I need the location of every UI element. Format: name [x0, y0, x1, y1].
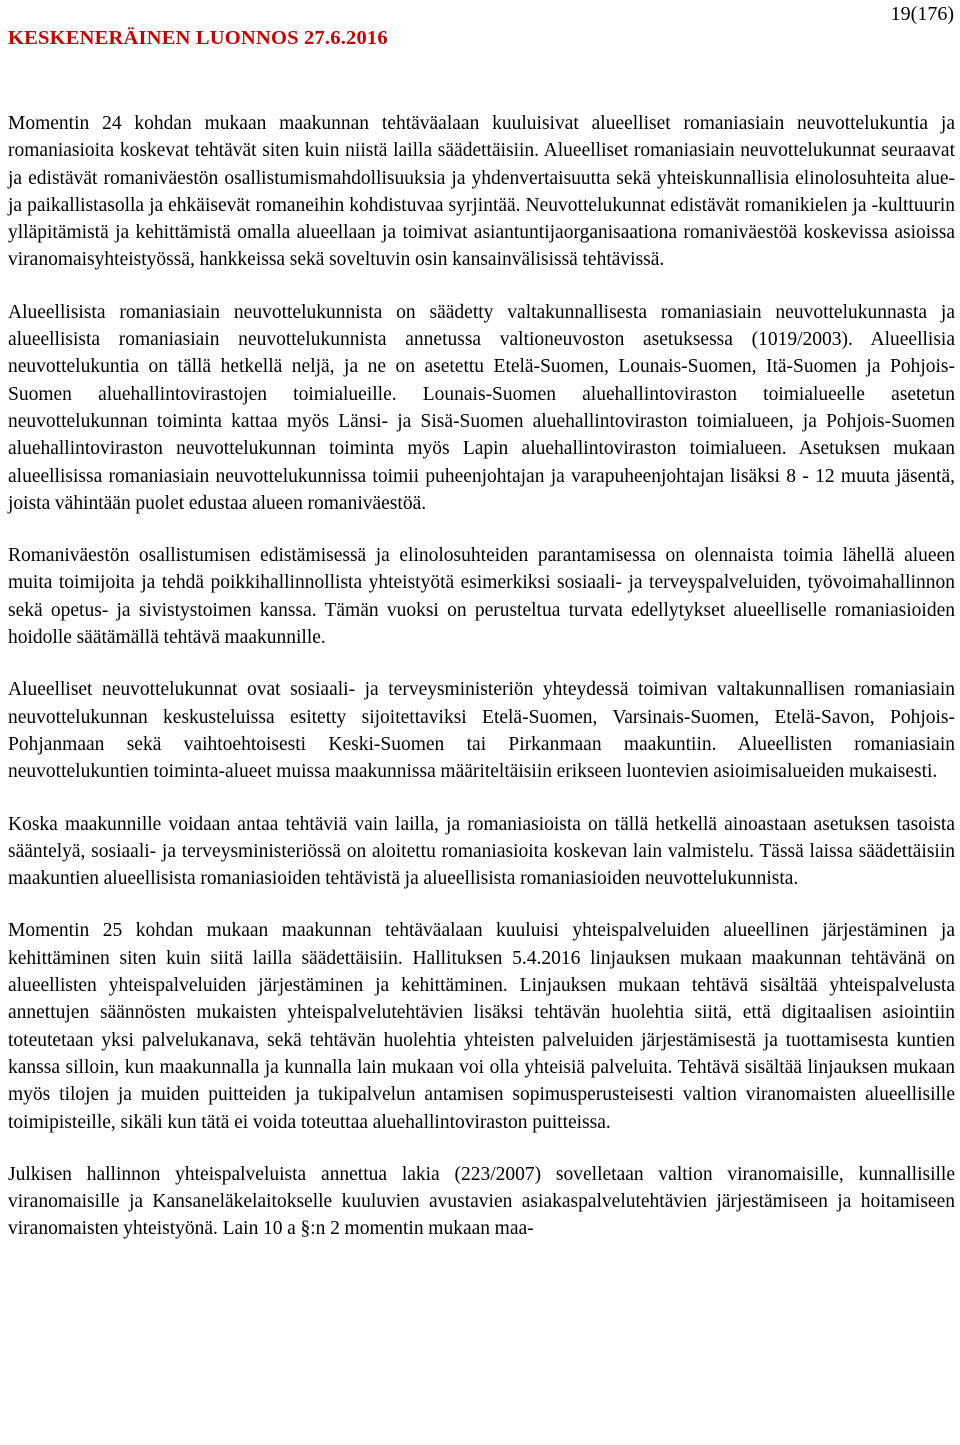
- paragraph-3: Romaniväestön osallistumisen edistämisessä ja elinolosuhteiden parantamisessa on olennaista toimia lähellä alueen muita toimijoita ja tehdä poikkihallinnollista yhteistyötä esimerkiksi sosiaali- ja terveyspalveluiden, työvoimahallinnon sekä opetus- ja sivistystoimen kanssa. Tämän vuoksi on perusteltua turvata edellytykset alueelliselle romaniasioiden hoidolle säätämällä tehtävä maakunnille.: [8, 545, 955, 649]
- paragraph-2: Alueellisista romaniasiain neuvottelukunnista on säädetty valtakunnallisesta romaniasiain neuvottelukunnasta ja alueellisista romaniasiain neuvottelukunnista annetussa valtioneuvoston asetuksessa (1019/2003). Alueellisia neuvottelukuntia on tällä hetkellä neljä, ja ne on asetettu Etelä-Suomen, Lounais-Suomen, Itä-Suomen ja Pohjois-Suomen aluehallintovirastojen toimialueille. Lounais-Suomen aluehallintoviraston toimialueelle asetetun neuvottelukunnan toiminta kattaa myös Länsi- ja Sisä-Suomen aluehallintoviraston toimialueen, ja Pohjois-Suomen aluehallintoviraston neuvottelukunnan toiminta myös Lapin aluehallintoviraston toimialueen. Asetuksen mukaan alueellisissa romaniasiain neuvottelukunnissa toimii puheenjohtajan ja varapuheenjohtajan lisäksi 8 - 12 muuta jäsentä, joista vähintään puolet edustaa alueen romaniväestöä.: [8, 301, 955, 514]
- paragraph-6: Momentin 25 kohdan mukaan maakunnan tehtäväalaan kuuluisi yhteispalveluiden alueellinen järjestäminen ja kehittäminen siten kuin siitä lailla säädettäisiin. Hallituksen 5.4.2016 linjauksen mukaan maakunnan tehtävänä on alueellisten yhteispalveluiden järjestäminen ja kehittäminen. Linjauksen mukaan tehtävä sisältää yhteispalvelusta annettujen säännösten mukaisten yhteispalvelutehtävien lisäksi tehtävän huolehtia siitä, että digitaalisen asiointiin toteutetaan yksi palvelukanava, sekä tehtävän huolehtia yhteisten palveluiden järjestämisestä ja tuottamisesta kuntien kanssa silloin, kun maakunnalla ja kunnalla lain mukaan voi olla yhteisiä palveluita. Tehtävä sisältää linjauksen mukaan myös tilojen ja muiden puitteiden ja tukipalvelun antamisen sopimusperusteisesti valtion viranomaisten alueellisille toimipisteille, sikäli kun tätä ei voida toteuttaa aluehallintoviraston puitteissa.: [8, 920, 955, 1133]
- document-body: [8, 110, 955, 1268]
- paragraph-5: Koska maakunnille voidaan antaa tehtäviä vain lailla, ja romaniasioista on tällä hetkellä ainoastaan asetuksen tasoista sääntelyä, sosiaali- ja terveysministeriössä on aloitettu romaniasioita koskevan lain valmistelu. Tässä laissa säädettäisiin maakuntien alueellisista romaniasioiden tehtävistä ja alueellisista romaniasioiden neuvottelukunnista.: [8, 813, 955, 890]
- paragraph-4: Alueelliset neuvottelukunnat ovat sosiaali- ja terveysministeriön yhteydessä toimivan valtakunnallisen romaniasiain neuvottelukunnan keskusteluissa esitetty sijoitettaviksi Etelä-Suomen, Varsinais-Suomen, Etelä-Savon, Pohjois-Pohjanmaan sekä vaihtoehtoisesti Keski-Suomen tai Pirkanmaan maakuntiin. Alueellisten romaniasiain neuvottelukuntien toiminta-alueet muissa maakunnissa määriteltäisiin erikseen luontevien asioimisalueiden mukaisesti.: [8, 679, 955, 783]
- page-number: 19(176): [890, 3, 954, 25]
- draft-label: KESKENERÄINEN LUONNOS 27.6.2016: [8, 27, 388, 49]
- paragraph-7: Julkisen hallinnon yhteispalveluista annettua lakia (223/2007) sovelletaan valtion viranomaisille, kunnallisille viranomaisille ja Kansaneläkelaitokselle kuuluvien avustavien asiakaspalvelutehtävien järjestämiseen ja hoitamiseen viranomaisten yhteistyönä. Lain 10 a §:n 2 momentin mukaan maa-: [8, 1163, 955, 1240]
- paragraph-1: Momentin 24 kohdan mukaan maakunnan tehtäväalaan kuuluisivat alueelliset romaniasiain neuvottelukuntia ja romaniasioita koskevat tehtävät siten kuin niistä lailla säädettäisiin. Alueelliset romaniasiain neuvottelukunnat seuraavat ja edistävät romaniväestön osallistumismahdollisuuksia ja yhdenvertaisuutta sekä yhteiskunnallisia elinolosuhteita alue- ja paikallistasolla ja ehkäisevät romaneihin kohdistuvaa syrjintää. Neuvottelukunnat edistävät romanikielen ja -kulttuurin ylläpitämistä ja kehittämistä omalla alueellaan ja toimivat asiantuntijaorganisaationa romaniväestöä koskevissa asioissa viranomaisyhteistyössä, hankkeissa sekä soveltuvin osin kansainvälisissä tehtävissä.: [8, 113, 955, 271]
